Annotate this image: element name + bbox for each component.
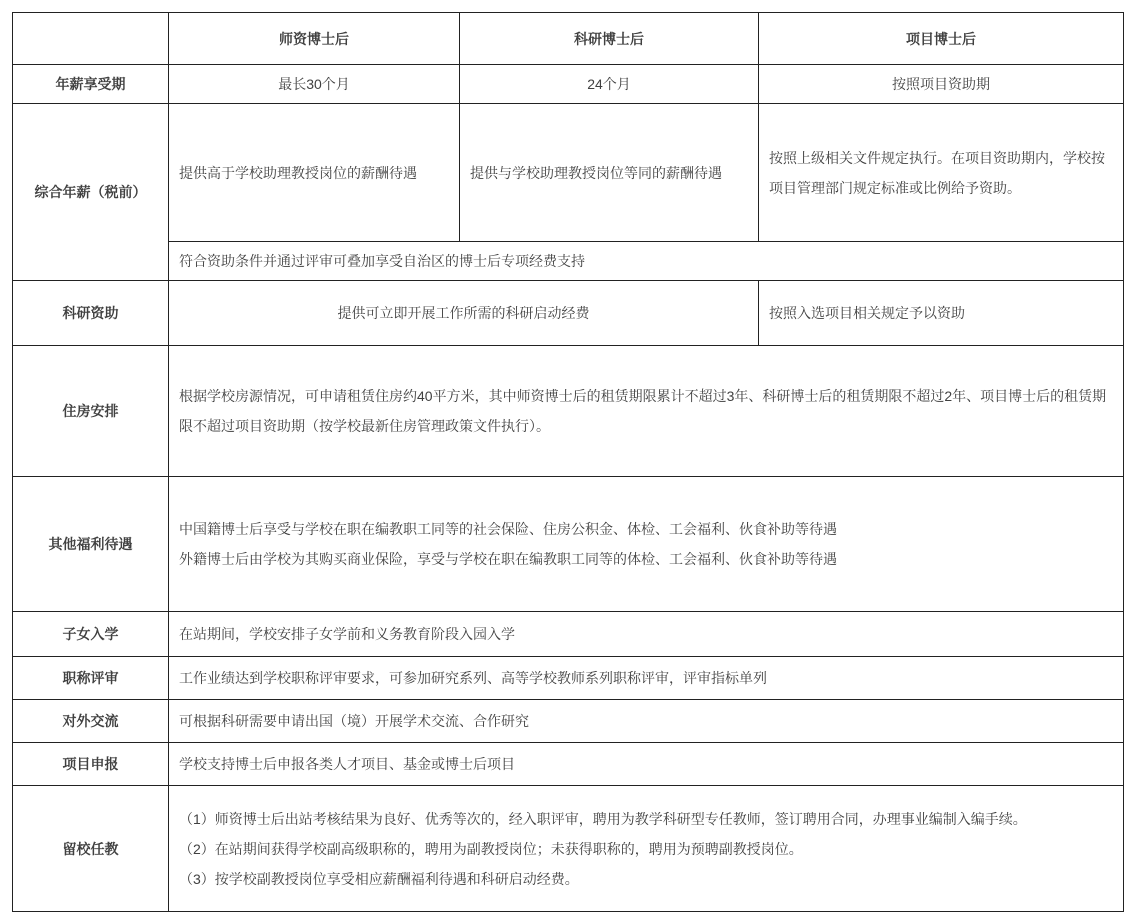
other-benefits-line1: 中国籍博士后享受与学校在职在编教职工同等的社会保险、住房公积金、体检、工会福利、伙食补助等待遇 (179, 521, 837, 537)
header-project-postdoc: 项目博士后 (759, 13, 1124, 65)
salary-period-project: 按照项目资助期 (759, 65, 1124, 104)
header-research-postdoc: 科研博士后 (460, 13, 759, 65)
row-other-benefits (13, 477, 1124, 612)
row-title-review (13, 657, 1124, 700)
teaching-item3: （3）按学校副教授岗位享受相应薪酬福利待遇和科研启动经费。 (179, 870, 579, 887)
row-children-education (13, 612, 1124, 657)
row-research-funding (13, 281, 1124, 346)
teaching-item1: （1）师资博士后出站考核结果为良好、优秀等次的，经入职评审，聘用为教学科研型专任教师，签订聘用合同，办理事业编制入编手续。 (179, 810, 1027, 827)
exchange-label: 对外交流 (13, 700, 169, 743)
research-funding-project: 按照入选项目相关规定予以资助 (759, 281, 1124, 346)
other-benefits-line2: 外籍博士后由学校为其购买商业保险，享受与学校在职在编教职工同等的体检、工会福利、伙食补助等待遇 (179, 551, 837, 567)
row-annual-salary (13, 104, 1124, 242)
title-review-label: 职称评审 (13, 657, 169, 700)
other-benefits-content (169, 477, 1124, 612)
annual-salary-project: 按照上级相关文件规定执行。在项目资助期内，学校按项目管理部门规定标准或比例给予资助。 (759, 104, 1124, 242)
annual-salary-extra: 符合资助条件并通过评审可叠加享受自治区的博士后专项经费支持 (169, 242, 1124, 281)
row-teaching (13, 786, 1124, 912)
row-annual-salary-extra (13, 242, 1124, 281)
header-empty-cell (13, 13, 169, 65)
children-education-label: 子女入学 (13, 612, 169, 657)
research-funding-general: 提供可立即开展工作所需的科研启动经费 (169, 281, 759, 346)
teaching-item2: （2）在站期间获得学校副高级职称的，聘用为副教授岗位；未获得职称的，聘用为预聘副教授岗位。 (179, 840, 803, 857)
benefits-table (12, 12, 1124, 912)
other-benefits-label: 其他福利待遇 (13, 477, 169, 612)
row-salary-period (13, 65, 1124, 104)
project-application-content: 学校支持博士后申报各类人才项目、基金或博士后项目 (169, 743, 1124, 786)
research-funding-label: 科研资助 (13, 281, 169, 346)
row-project-application (13, 743, 1124, 786)
header-row (13, 13, 1124, 65)
row-exchange (13, 700, 1124, 743)
annual-salary-faculty: 提供高于学校助理教授岗位的薪酬待遇 (169, 104, 460, 242)
children-education-content: 在站期间，学校安排子女学前和义务教育阶段入园入学 (169, 612, 1124, 657)
header-faculty-postdoc: 师资博士后 (169, 13, 460, 65)
housing-content: 根据学校房源情况，可申请租赁住房约40平方米，其中师资博士后的租赁期限累计不超过3年、科研博士后的租赁期限不超过2年、项目博士后的租赁期限不超过项目资助期（按学校最新住房管理政策文件执行）。 (169, 346, 1124, 477)
salary-period-label: 年薪享受期 (13, 65, 169, 104)
title-review-content: 工作业绩达到学校职称评审要求，可参加研究系列、高等学校教师系列职称评审，评审指标单列 (169, 657, 1124, 700)
annual-salary-label: 综合年薪（税前） (13, 104, 169, 281)
teaching-label: 留校任教 (13, 786, 169, 912)
salary-period-faculty: 最长30个月 (169, 65, 460, 104)
annual-salary-research: 提供与学校助理教授岗位等同的薪酬待遇 (460, 104, 759, 242)
row-housing (13, 346, 1124, 477)
exchange-content: 可根据科研需要申请出国（境）开展学术交流、合作研究 (169, 700, 1124, 743)
housing-label: 住房安排 (13, 346, 169, 477)
project-application-label: 项目申报 (13, 743, 169, 786)
salary-period-research: 24个月 (460, 65, 759, 104)
teaching-content (169, 786, 1124, 912)
